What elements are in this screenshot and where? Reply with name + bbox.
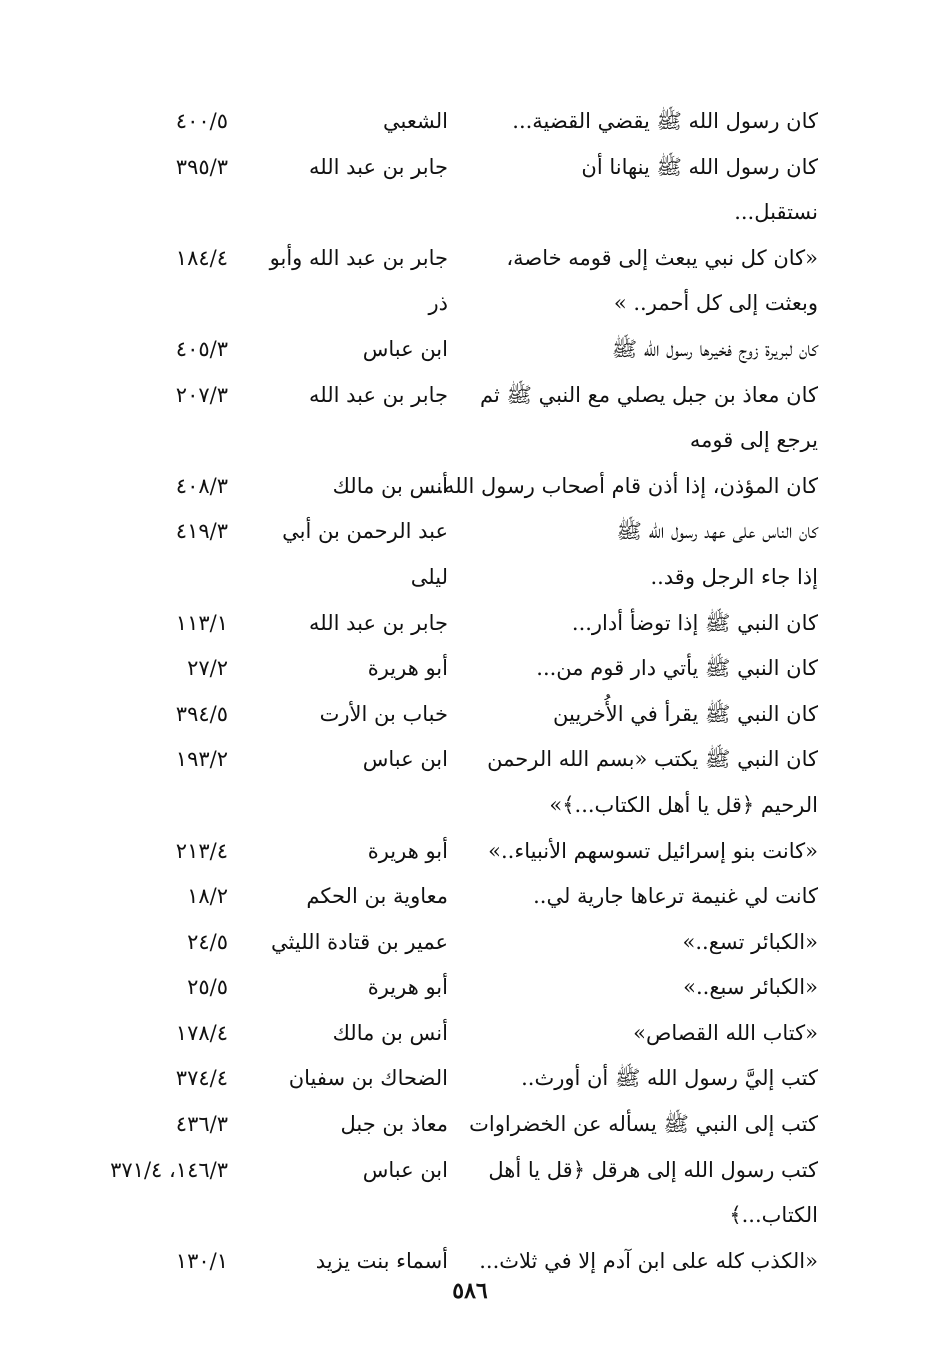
hadith-text: كتب إليَّ رسول الله ﷺ أن أورث.. <box>521 1066 818 1091</box>
index-entry <box>0 237 940 328</box>
narrator-name: جابر بن عبد الله <box>308 382 448 407</box>
index-entry <box>0 875 940 921</box>
entry-line <box>0 419 940 465</box>
entry-line <box>0 328 940 374</box>
volume-page-reference: ٢٧/٢ <box>187 656 228 681</box>
entry-line <box>0 830 940 876</box>
narrator-name: أبو هريرة <box>367 838 448 863</box>
volume-page-reference: ١٨/٢ <box>187 884 228 909</box>
entry-line <box>0 556 940 602</box>
entry-line <box>0 966 940 1012</box>
volume-page-reference: ١٨٤/٤ <box>175 245 228 270</box>
narrator-name: الشعبي <box>383 109 448 133</box>
entry-line <box>0 1149 940 1195</box>
index-entry <box>0 100 940 146</box>
entry-line <box>0 374 940 420</box>
hadith-text: «الكبائر سبع..» <box>683 975 818 1000</box>
hadith-text: كانت لي غنيمة ترعاها جارية لي.. <box>533 884 818 909</box>
index-entry <box>0 966 940 1012</box>
index-entry <box>0 602 940 648</box>
hadith-text: كان النبي ﷺ يقرأ في الأُخريين <box>553 701 818 726</box>
hadith-text: كان الناس على عهد رسول الله ﷺ <box>616 519 818 544</box>
volume-page-reference: ٣٩٥/٣ <box>175 154 228 179</box>
entry-line <box>0 602 940 648</box>
entry-line <box>0 191 940 237</box>
index-entry <box>0 146 940 237</box>
narrator-name: أسماء بنت يزيد <box>315 1248 448 1273</box>
narrator-name: جابر بن عبد الله وأبو <box>269 245 448 270</box>
narrator-name: معاوية بن الحكم <box>306 884 448 909</box>
index-entry <box>0 830 940 876</box>
page-number: ٥٨٦ <box>452 1278 488 1304</box>
index-entry <box>0 1057 940 1103</box>
hadith-text: كتب إلى النبي ﷺ يسأله عن الخضراوات <box>469 1112 818 1137</box>
index-entry <box>0 738 940 829</box>
volume-page-reference: ٢١٣/٤ <box>175 838 228 863</box>
entry-line <box>0 465 940 511</box>
entry-line <box>0 282 940 328</box>
narrator-name: ليلى <box>410 564 448 589</box>
hadith-text: كان النبي ﷺ إذا توضأ أدار... <box>571 610 818 635</box>
hadith-text: يرجع إلى قومه <box>689 428 818 453</box>
narrator-name: خباب بن الأرت <box>319 701 448 726</box>
narrator-name: معاذ بن جبل <box>340 1112 448 1137</box>
narrator-name: عمير بن قتادة الليثي <box>271 929 448 954</box>
narrator-name: ابن عباس <box>362 336 448 361</box>
hadith-text: وبعثت إلى كل أحمر.. » <box>613 291 818 316</box>
entry-line <box>0 146 940 192</box>
volume-page-reference: ١٤٦/٣، ٣٧١/٤ <box>110 1157 228 1182</box>
volume-page-reference: ١٣٠/١ <box>175 1248 228 1273</box>
hadith-text: نستقبل... <box>734 200 818 225</box>
volume-page-reference: ٢٠٧/٣ <box>175 382 228 407</box>
hadith-text: كان رسول الله ﷺ يقضي القضية... <box>512 109 818 133</box>
hadith-text: كان معاذ بن جبل يصلي مع النبي ﷺ ثم <box>480 382 818 407</box>
hadith-text: كان المؤذن، إذا أذن قام أصحاب رسول الله... <box>423 473 818 498</box>
entry-line <box>0 510 940 556</box>
entry-line <box>0 1012 940 1058</box>
volume-page-reference: ٢٤/٥ <box>187 929 228 954</box>
index-entry <box>0 465 940 511</box>
hadith-text: كان النبي ﷺ يأتي دار قوم من... <box>536 656 818 681</box>
narrator-name: أنس بن مالك <box>332 473 448 498</box>
hadith-text: «كتاب الله القصاص» <box>633 1020 818 1045</box>
hadith-text: «كان كل نبي يبعث إلى قومه خاصة، <box>506 245 818 270</box>
entry-line <box>0 1057 940 1103</box>
hadith-text: كان لبريرة زوج فخيرها رسول الله ﷺ <box>611 336 818 361</box>
index-entry <box>0 510 940 601</box>
volume-page-reference: ٤١٩/٣ <box>175 519 228 544</box>
volume-page-reference: ٤٠٥/٣ <box>175 336 228 361</box>
hadith-text: «الكبائر تسع..» <box>682 929 818 954</box>
narrator-name: جابر بن عبد الله <box>308 154 448 179</box>
index-entry <box>0 1012 940 1058</box>
hadith-text: كان النبي ﷺ يكتب «بسم الله الرحمن <box>487 747 818 772</box>
index-entry <box>0 693 940 739</box>
entry-line <box>0 1194 940 1240</box>
volume-page-reference: ٤٠٠/٥ <box>175 109 228 133</box>
entry-line <box>0 738 940 784</box>
narrator-name: أبو هريرة <box>367 975 448 1000</box>
volume-page-reference: ٣٧٤/٤ <box>175 1066 228 1091</box>
index-entry <box>0 1149 940 1240</box>
hadith-index-list <box>0 100 940 1285</box>
hadith-text: إذا جاء الرجل وقد.. <box>650 564 818 589</box>
entry-line <box>0 875 940 921</box>
narrator-name: ذر <box>428 291 448 316</box>
narrator-name: ابن عباس <box>362 747 448 772</box>
hadith-text: كان رسول الله ﷺ ينهانا أن <box>581 154 818 179</box>
index-entry <box>0 1103 940 1149</box>
narrator-name: أبو هريرة <box>367 656 448 681</box>
entry-line <box>0 921 940 967</box>
entry-line <box>0 1103 940 1149</box>
index-entry <box>0 328 940 374</box>
hadith-text: الكتاب...﴾ <box>729 1203 818 1228</box>
volume-page-reference: ١٧٨/٤ <box>175 1020 228 1045</box>
narrator-name: ابن عباس <box>362 1157 448 1182</box>
entry-line <box>0 100 940 146</box>
narrator-name: أنس بن مالك <box>332 1020 448 1045</box>
narrator-name: عبد الرحمن بن أبي <box>282 519 448 544</box>
entry-line <box>0 647 940 693</box>
hadith-text: «الكذب كله على ابن آدم إلا في ثلاث... <box>479 1248 818 1273</box>
hadith-text: الرحيم ﴿قل يا أهل الكتاب...﴾» <box>549 792 818 817</box>
volume-page-reference: ٣٩٤/٥ <box>175 701 228 726</box>
narrator-name: جابر بن عبد الله <box>308 610 448 635</box>
narrator-name: الضحاك بن سفيان <box>288 1066 448 1091</box>
entry-line <box>0 784 940 830</box>
volume-page-reference: ١٩٣/٢ <box>175 747 228 772</box>
volume-page-reference: ١١٣/١ <box>175 610 228 635</box>
index-entry <box>0 374 940 465</box>
index-entry <box>0 647 940 693</box>
volume-page-reference: ٢٥/٥ <box>187 975 228 1000</box>
volume-page-reference: ٤٠٨/٣ <box>175 473 228 498</box>
index-entry <box>0 921 940 967</box>
entry-line <box>0 693 940 739</box>
hadith-text: «كانت بنو إسرائيل تسوسهم الأنبياء..» <box>488 838 818 863</box>
volume-page-reference: ٤٣٦/٣ <box>175 1112 228 1137</box>
hadith-text: كتب رسول الله إلى هرقل ﴿قل يا أهل <box>488 1157 818 1182</box>
entry-line <box>0 237 940 283</box>
